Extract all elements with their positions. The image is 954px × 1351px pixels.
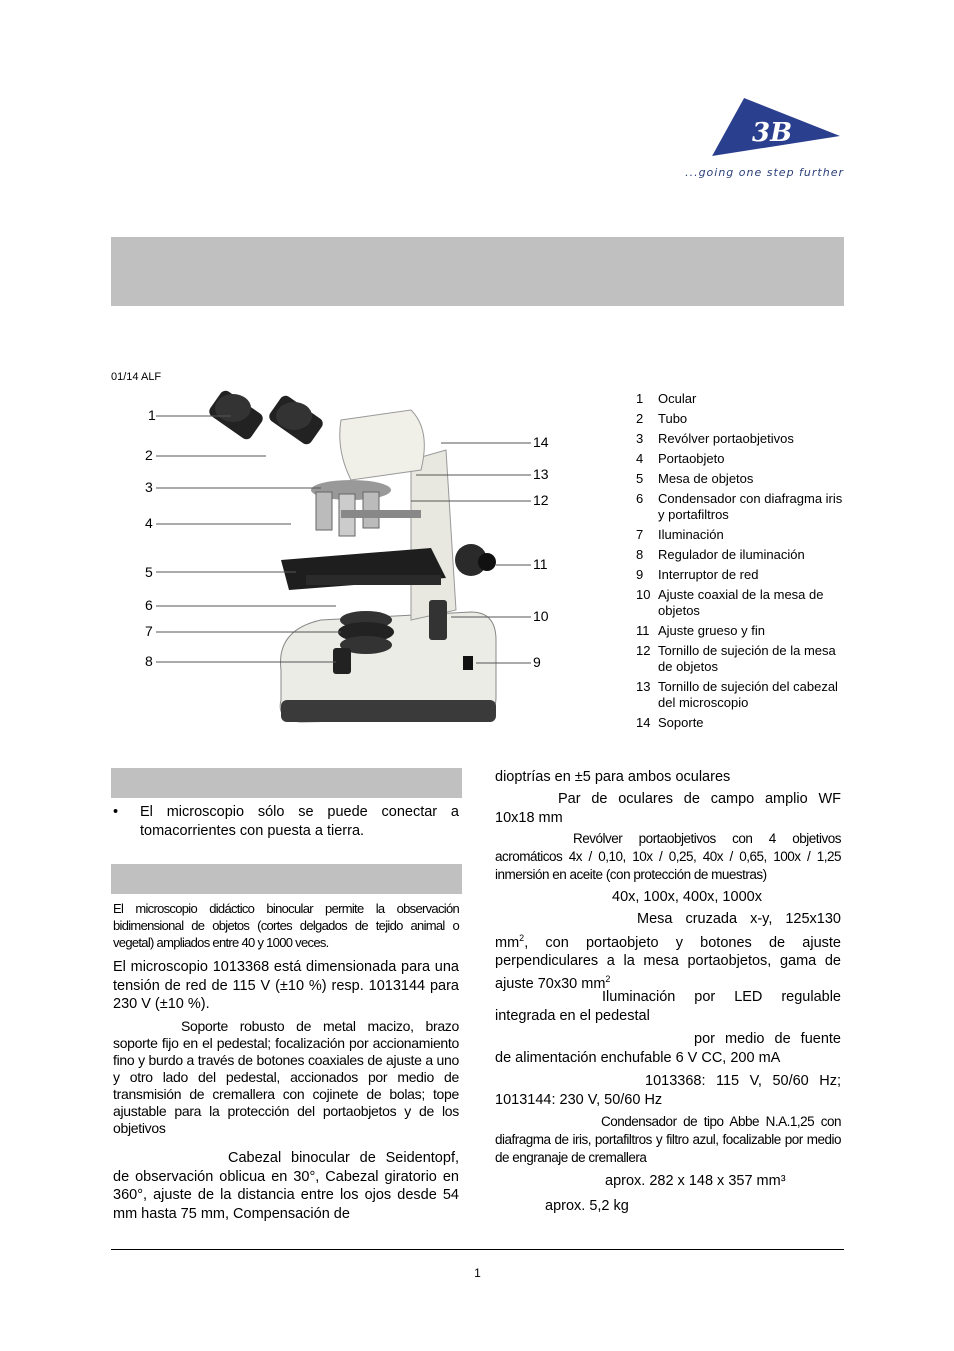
safety-section-bar xyxy=(111,768,462,798)
callout-5: 5 xyxy=(145,564,153,580)
svg-text:®: ® xyxy=(818,131,826,140)
parts-list xyxy=(636,391,846,735)
callout-1: 1 xyxy=(148,407,156,423)
callout-12: 12 xyxy=(533,492,549,508)
callout-9: 9 xyxy=(533,654,541,670)
callout-3: 3 xyxy=(145,479,153,495)
page-number: 1 xyxy=(474,1266,481,1280)
spec-item: aprox. 5,2 kg xyxy=(545,1198,629,1214)
spec-item: por medio de fuente de alimentación enchufable 6 V CC, 200 mA xyxy=(495,1031,841,1066)
list-item: 7 Iluminación xyxy=(636,527,724,542)
list-item: 3 Revólver portaobjetivos xyxy=(636,431,794,446)
brand-tagline: ...going one step further xyxy=(685,166,844,179)
description-paragraph: Soporte robusto de metal macizo, brazo soporte fijo en el pedestal; focalización por accionamiento fino y burdo a través de botones coaxiales de ajuste a uno y otro lado del pedestal, accionados por medio de transmisión de cremallera con cojinete de bolas; tope ajustable para la protección del portaobjetos y de los objetivos xyxy=(113,1018,459,1136)
microscope-figure xyxy=(111,380,571,760)
safety-bullet: • El microscopio sólo se puede conectar a tomacorrientes con puesta a tierra. xyxy=(113,804,459,839)
list-item: 2 Tubo xyxy=(636,411,688,426)
list-item: 13 Tornillo de sujeción del cabezal del microscopio xyxy=(636,679,838,710)
spec-item: Iluminación por LED regulable integrada en el pedestal xyxy=(495,989,841,1024)
list-item: 12 Tornillo de sujeción de la mesa de objetos xyxy=(636,643,836,674)
list-item: 5 Mesa de objetos xyxy=(636,471,754,486)
spec-item: aprox. 282 x 148 x 357 mm³ xyxy=(605,1173,786,1189)
callout-10: 10 xyxy=(533,608,549,624)
list-item: 8 Regulador de iluminación xyxy=(636,547,805,562)
list-item: 11 Ajuste grueso y fin xyxy=(636,623,765,638)
description-paragraph: El microscopio 1013368 está dimensionada para una tensión de red de 115 V (±10 %) resp. 1013144 para 230 V (±10 %). xyxy=(113,959,459,1012)
callout-2: 2 xyxy=(145,447,153,463)
callout-6: 6 xyxy=(145,597,153,613)
list-item: 6 Condensador con diafragma iris y portafiltros xyxy=(636,491,843,522)
callout-7: 7 xyxy=(145,623,153,639)
spec-item: 1013368: 115 V, 50/60 Hz; 1013144: 230 V, 50/60 Hz xyxy=(495,1073,841,1108)
footer-divider xyxy=(111,1249,844,1250)
list-item: 14 Soporte xyxy=(636,715,704,730)
description-paragraph: El microscopio didáctico binocular permite la observación bidimensional de objetos (cortes delgados de tejido animal o vegetal) ampliados entre 40 y 1000 veces. xyxy=(113,901,459,950)
spec-item: Condensador de tipo Abbe N.A.1,25 con diafragma de iris, portafiltros y filtro azul, focalizable por medio de engranaje de cremallera xyxy=(495,1114,841,1165)
svg-text:3B: 3B xyxy=(752,118,793,148)
spec-item: Revólver portaobjetivos con 4 objetivos acromáticos 4x / 0,10, 10x / 0,25, 40x / 0,65, 100x / 1,25 inmersión en aceite (con protección de muestras) xyxy=(495,831,841,882)
spec-item: Mesa cruzada x-y, 125x130 $mm^2$, con portaobjeto y botones de ajuste perpendiculares a la mesa portaobjetos, gama de ajuste 70x30 $mm^2$ xyxy=(495,911,841,993)
title-band xyxy=(111,237,844,306)
callout-4: 4 xyxy=(145,515,153,531)
list-item: 4 Portaobjeto xyxy=(636,451,725,466)
list-item: 9 Interruptor de red xyxy=(636,567,759,582)
callout-11: 11 xyxy=(533,556,548,572)
document-code: 01/14 ALF xyxy=(111,371,162,383)
callout-13: 13 xyxy=(533,466,549,482)
callout-14: 14 xyxy=(533,434,549,450)
list-item: 10 Ajuste coaxial de la mesa de objetos xyxy=(636,587,824,618)
callout-8: 8 xyxy=(145,653,153,669)
spec-item: Par de oculares de campo amplio WF 10x18 mm xyxy=(495,791,841,826)
list-item: 1 Ocular xyxy=(636,391,697,406)
bullet-icon: • xyxy=(113,804,119,820)
description-paragraph: Cabezal binocular de Seidentopf, de observación oblicua en 30°, Cabezal giratorio en 360°, ajuste de la distancia entre los ojos desde 54 mm hasta 75 mm, Compensación de xyxy=(113,1150,459,1222)
spec-item: dioptrías en ±5 para ambos oculares xyxy=(495,769,731,785)
spec-item: 40x, 100x, 400x, 1000x xyxy=(612,889,762,905)
description-section-bar xyxy=(111,864,462,894)
